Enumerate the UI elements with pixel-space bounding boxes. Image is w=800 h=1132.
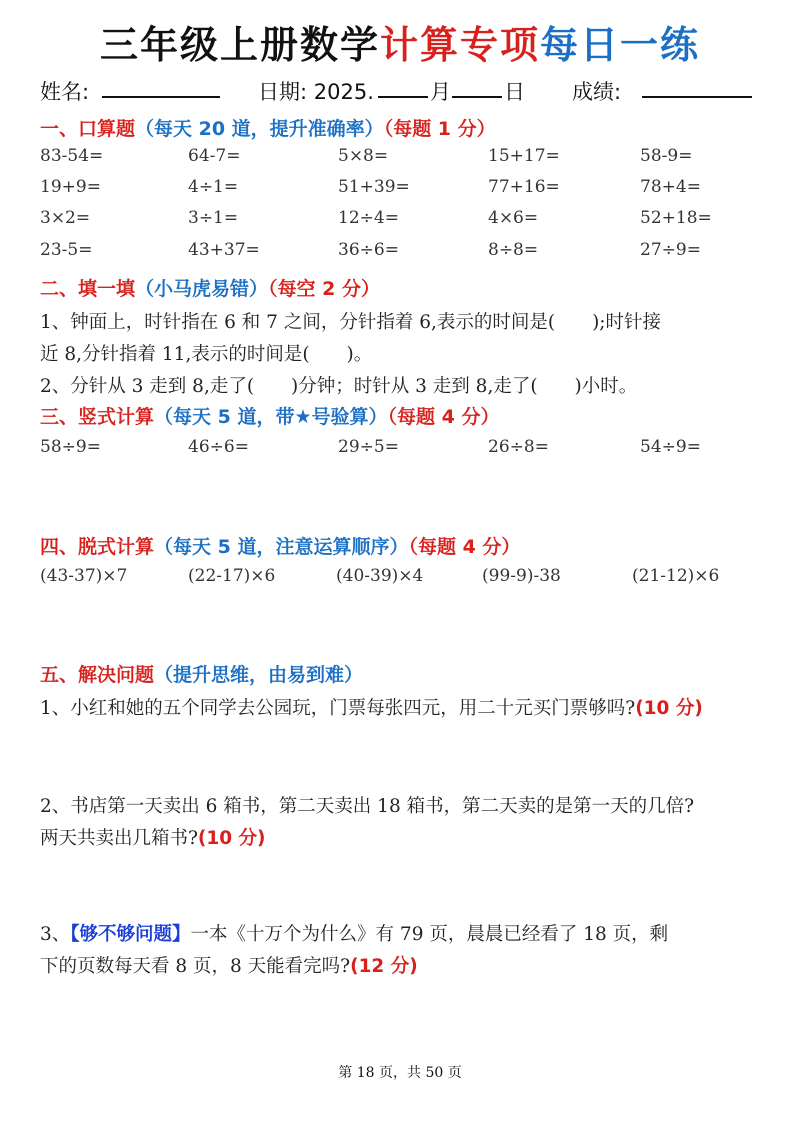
step-calc-item: (43-37)×7 <box>40 566 128 586</box>
student-info-line <box>40 76 760 104</box>
oral-calc-item: 64-7= <box>188 146 241 166</box>
section-1-points: （每题 1 分） <box>383 118 496 140</box>
section-2-points: （每空 2 分） <box>268 278 380 300</box>
section-1-heading <box>40 114 496 141</box>
section-4-desc: （每天 5 道，注意运算顺序） <box>154 536 409 558</box>
oral-calc-item: 23-5= <box>40 240 93 260</box>
section-5-title: 五、解决问题 <box>40 664 155 686</box>
oral-calc-row <box>40 240 780 266</box>
oral-calc-item: 5×8= <box>338 146 389 166</box>
vertical-calc-item: 26÷8= <box>488 437 549 457</box>
step-calc-row <box>40 566 780 592</box>
oral-calc-item: 27÷9= <box>640 240 701 260</box>
section-4-title: 四、脱式计算 <box>40 536 155 558</box>
name-label: 姓名: <box>40 80 90 104</box>
step-calc-item: (40-39)×4 <box>336 566 424 586</box>
word-problem-1-text: 1、小红和她的五个同学去公园玩，门票每张四元，用二十元买门票够吗? <box>40 698 636 719</box>
step-calc-item: (99-9)-38 <box>482 566 561 586</box>
section-2-desc: （小马虎易错） <box>135 278 269 300</box>
word-problem-3-tag: 【够不够问题】 <box>70 924 191 945</box>
section-5-heading <box>40 660 363 687</box>
oral-calc-item: 19+9= <box>40 177 101 197</box>
word-problem-2-text: 两天共卖出几箱书? <box>40 828 198 849</box>
oral-calc-item: 8÷8= <box>488 240 539 260</box>
oral-calc-item: 52+18= <box>640 208 712 228</box>
oral-calc-item: 4×6= <box>488 208 539 228</box>
title-part-daily: 每日一练 <box>540 23 701 67</box>
oral-calc-item: 4÷1= <box>188 177 239 197</box>
section-3-points: （每题 4 分） <box>387 406 500 428</box>
section-3-heading <box>40 402 499 429</box>
oral-calc-row <box>40 177 780 203</box>
score-label: 成绩: <box>572 80 622 104</box>
section-1-desc: （每天 20 道，提升准确率） <box>135 118 384 140</box>
section-4-heading <box>40 532 520 559</box>
title-part-topic: 计算专项 <box>379 23 540 67</box>
section-3-title: 三、竖式计算 <box>40 406 155 428</box>
oral-calc-item: 15+17= <box>488 146 560 166</box>
day-label: 日 <box>504 80 525 104</box>
word-problem-1 <box>40 694 770 720</box>
fill-question-1-line-1: 1、钟面上，时针指在 6 和 7 之间，分针指着 6,表示的时间是( );时针接 <box>40 312 662 333</box>
word-problem-3-text: 一本《十万个为什么》有 79 页，晨晨已经看了 18 页，剩 <box>190 924 669 945</box>
month-label: 月 <box>430 80 451 104</box>
worksheet-title <box>0 14 800 69</box>
section-3-desc: （每天 5 道，带★号验算） <box>154 406 388 428</box>
oral-calc-item: 83-54= <box>40 146 104 166</box>
vertical-calc-item: 46÷6= <box>188 437 249 457</box>
word-problem-3-line-1 <box>40 920 770 946</box>
oral-calc-item: 43+37= <box>188 240 260 260</box>
date-label: 日期: 2025. <box>258 80 374 104</box>
word-problem-3-text-2: 下的页数每天看 8 页，8 天能看完吗? <box>40 956 351 977</box>
step-calc-item: (21-12)×6 <box>632 566 720 586</box>
fill-question-1-line-2: 近 8,分针指着 11,表示的时间是( )。 <box>40 344 373 365</box>
word-problem-3-line-2 <box>40 952 770 978</box>
vertical-calc-item: 58÷9= <box>40 437 101 457</box>
step-calc-item: (22-17)×6 <box>188 566 276 586</box>
section-1-title: 一、口算题 <box>40 118 136 140</box>
oral-calc-item: 58-9= <box>640 146 693 166</box>
oral-calc-item: 36÷6= <box>338 240 399 260</box>
fill-question-2: 2、分针从 3 走到 8,走了( )分钟；时针从 3 走到 8,走了( )小时。 <box>40 376 638 397</box>
word-problem-3-number: 3、 <box>40 924 71 945</box>
oral-calc-item: 3×2= <box>40 208 91 228</box>
vertical-calc-item: 29÷5= <box>338 437 399 457</box>
oral-calc-item: 77+16= <box>488 177 560 197</box>
oral-calc-row <box>40 146 780 172</box>
word-problem-3-points: (12 分) <box>350 956 418 977</box>
word-problem-1-points: (10 分) <box>635 698 703 719</box>
section-2-title: 二、填一填 <box>40 278 136 300</box>
vertical-calc-row <box>40 437 780 463</box>
word-problem-2-line-2 <box>40 824 770 850</box>
word-problem-2-line-1: 2、书店第一天卖出 6 箱书，第二天卖出 18 箱书，第二天卖的是第一天的几倍? <box>40 796 695 817</box>
page-number: 第 18 页，共 50 页 <box>338 1065 462 1081</box>
oral-calc-item: 78+4= <box>640 177 701 197</box>
section-2-heading <box>40 274 380 301</box>
title-part-grade: 三年级上册数学 <box>99 23 380 67</box>
oral-calc-item: 12÷4= <box>338 208 399 228</box>
oral-calc-item: 3÷1= <box>188 208 239 228</box>
section-4-points: （每题 4 分） <box>408 536 521 558</box>
oral-calc-item: 51+39= <box>338 177 410 197</box>
oral-calc-row <box>40 208 780 234</box>
section-5-desc: （提升思维，由易到难） <box>154 664 364 686</box>
vertical-calc-item: 54÷9= <box>640 437 701 457</box>
word-problem-2-points: (10 分) <box>197 828 266 849</box>
